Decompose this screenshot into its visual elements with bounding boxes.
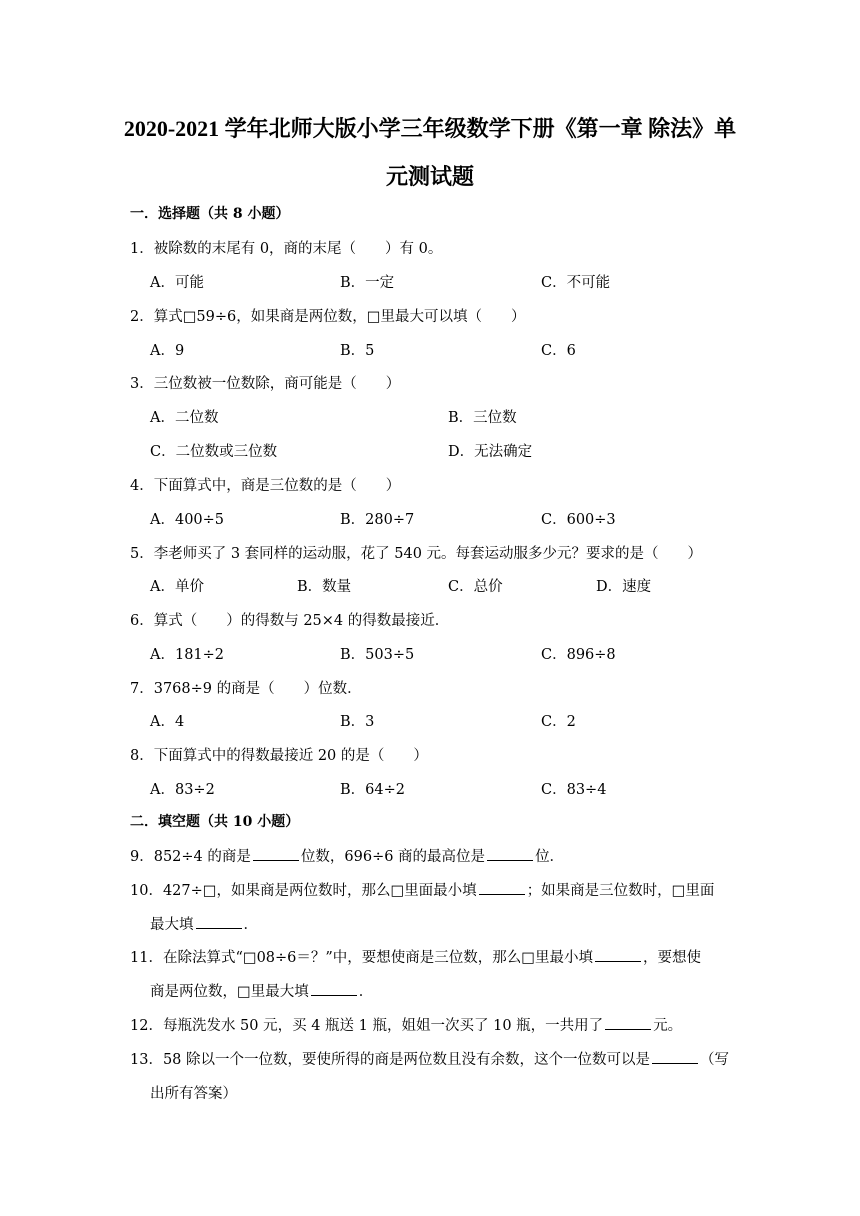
q11-part3: 商是两位数，□里最大填 bbox=[150, 984, 309, 1000]
option-6c: C．896÷8 bbox=[541, 647, 616, 663]
question-8: 8．下面算式中的得数最接近 20 的是（ ） bbox=[130, 748, 428, 764]
section-heading-choice: 一．选择题（共 8 小题） bbox=[130, 206, 290, 222]
q10-part3: 最大填 bbox=[150, 917, 194, 933]
question-2: 2．算式□59÷6，如果商是两位数，□里最大可以填（ ） bbox=[130, 309, 526, 325]
option-5b: B．数量 bbox=[297, 579, 352, 595]
option-3a: A．二位数 bbox=[150, 410, 219, 426]
question-1: 1．被除数的末尾有 0，商的末尾（ ）有 0。 bbox=[130, 241, 443, 257]
answer-blank[interactable] bbox=[311, 981, 357, 996]
option-6b: B．503÷5 bbox=[340, 647, 415, 663]
question-5: 5．李老师买了 3 套同样的运动服，花了 540 元。每套运动服多少元？要求的是（ ） bbox=[130, 546, 703, 562]
option-1b: B．一定 bbox=[340, 275, 395, 291]
option-7a: A．4 bbox=[150, 714, 185, 730]
question-13-cont: 出所有答案） bbox=[150, 1086, 237, 1102]
option-8c: C．83÷4 bbox=[541, 782, 607, 798]
option-3b: B．三位数 bbox=[448, 410, 517, 426]
option-5c: C．总价 bbox=[448, 579, 503, 595]
question-11-cont bbox=[150, 980, 373, 1001]
option-8a: A．83÷2 bbox=[150, 782, 215, 798]
q11-part4: ． bbox=[358, 984, 374, 1000]
q11-part1: 11．在除法算式“□08÷6＝？”中，要想使商是三位数，那么□里最小填 bbox=[130, 950, 593, 966]
doc-title-line2: 元测试题 bbox=[385, 164, 474, 189]
question-13 bbox=[130, 1048, 729, 1069]
question-10-cont bbox=[150, 913, 258, 934]
question-3: 3．三位数被一位数除，商可能是（ ） bbox=[130, 376, 401, 392]
question-6: 6．算式（ ）的得数与 25×4 的得数最接近． bbox=[130, 613, 450, 629]
option-3d: D．无法确定 bbox=[448, 444, 533, 460]
q9-part2: 位数，696÷6 商的最高位是 bbox=[300, 849, 486, 865]
q10-part4: ． bbox=[243, 917, 258, 933]
question-12 bbox=[130, 1014, 682, 1035]
option-2c: C．6 bbox=[541, 343, 576, 359]
question-11 bbox=[130, 946, 701, 967]
q10-part1: 10．427÷□，如果商是两位数时，那么□里面最小填 bbox=[130, 883, 477, 899]
q9-part1: 9．852÷4 的商是 bbox=[130, 849, 251, 865]
answer-blank[interactable] bbox=[487, 846, 533, 861]
question-7: 7．3768÷9 的商是（ ）位数． bbox=[130, 681, 362, 697]
q9-part3: 位． bbox=[535, 849, 565, 865]
q12-part2: 元。 bbox=[653, 1018, 683, 1034]
option-1c: C．不可能 bbox=[541, 275, 611, 291]
answer-blank[interactable] bbox=[605, 1015, 651, 1030]
question-10 bbox=[130, 879, 714, 900]
q10-part2: ；如果商是三位数时，□里面 bbox=[526, 883, 715, 899]
q13-part2: （写 bbox=[700, 1052, 730, 1068]
option-3c: C．二位数或三位数 bbox=[150, 444, 278, 460]
answer-blank[interactable] bbox=[479, 880, 525, 895]
option-4a: A．400÷5 bbox=[150, 512, 225, 528]
section-heading-fill: 二．填空题（共 10 小题） bbox=[130, 814, 300, 830]
q13-part1: 13．58 除以一个一位数，要使所得的商是两位数且没有余数，这个一位数可以是 bbox=[130, 1052, 651, 1068]
option-4b: B．280÷7 bbox=[340, 512, 415, 528]
option-7c: C．2 bbox=[541, 714, 576, 730]
option-6a: A．181÷2 bbox=[150, 647, 225, 663]
answer-blank[interactable] bbox=[652, 1049, 698, 1064]
q12-part1: 12．每瓶洗发水 50 元，买 4 瓶送 1 瓶，姐姐一次买了 10 瓶，一共用了 bbox=[130, 1018, 604, 1034]
option-5a: A．单价 bbox=[150, 579, 204, 595]
question-4: 4．下面算式中，商是三位数的是（ ） bbox=[130, 478, 401, 494]
doc-title-line1: 2020-2021 学年北师大版小学三年级数学下册《第一章 除法》单 bbox=[123, 116, 737, 141]
option-1a: A．可能 bbox=[150, 275, 204, 291]
answer-blank[interactable] bbox=[196, 914, 242, 929]
answer-blank[interactable] bbox=[595, 947, 641, 962]
option-7b: B．3 bbox=[340, 714, 375, 730]
option-8b: B．64÷2 bbox=[340, 782, 405, 798]
q11-part2: ，要想使 bbox=[643, 950, 701, 966]
option-5d: D．速度 bbox=[596, 579, 652, 595]
question-9 bbox=[130, 845, 564, 866]
option-2a: A．9 bbox=[150, 343, 185, 359]
option-2b: B．5 bbox=[340, 343, 375, 359]
option-4c: C．600÷3 bbox=[541, 512, 616, 528]
answer-blank[interactable] bbox=[253, 846, 299, 861]
